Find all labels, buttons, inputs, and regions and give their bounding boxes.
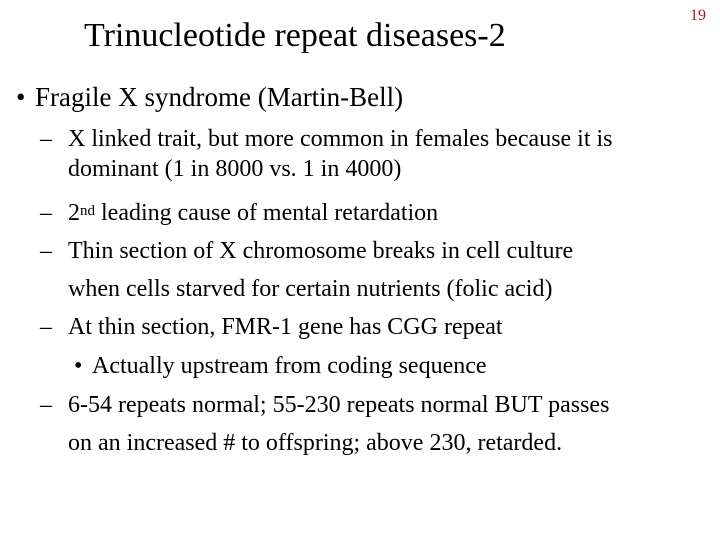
dash-marker: – — [40, 392, 52, 418]
sub-item-repeats-cont: on an increased # to offspring; above 230, retarded. — [68, 430, 563, 456]
sub-item-x-linked — [40, 124, 613, 154]
page-number: 19 — [690, 7, 706, 24]
sub-item-x-linked-cont: dominant (1 in 8000 vs. 1 in 4000) — [68, 156, 402, 182]
bullet-marker: • — [74, 353, 83, 379]
sub-item-second-leading — [40, 198, 438, 228]
dash-marker: – — [40, 314, 52, 340]
sub-item-text: X linked trait, but more common in females because it is — [68, 126, 613, 152]
sub-item-superscript: nd — [80, 203, 95, 219]
sub-item-text: Thin section of X chromosome breaks in cell culture — [68, 238, 574, 264]
sub-item-text: At thin section, FMR-1 gene has CGG repeat — [68, 314, 503, 340]
sub-item-text-post: leading cause of mental retardation — [95, 200, 439, 226]
slide-title: Trinucleotide repeat diseases-2 — [84, 17, 506, 54]
sub-item-text-pre: 2 — [68, 200, 80, 226]
dash-marker: – — [40, 238, 52, 264]
sub-sub-item-upstream — [74, 351, 487, 381]
bullet-fragile-x — [16, 82, 403, 112]
dash-marker: – — [40, 126, 52, 152]
sub-item-thin-section-cont: when cells starved for certain nutrients (folic acid) — [68, 276, 553, 302]
sub-item-repeats — [40, 390, 609, 420]
sub-item-text: 6-54 repeats normal; 55-230 repeats normal BUT passes — [68, 392, 610, 418]
bullet-marker: • — [16, 82, 26, 112]
bullet-text: Fragile X syndrome (Martin-Bell) — [35, 82, 404, 112]
sub-sub-item-text: Actually upstream from coding sequence — [92, 353, 487, 379]
dash-marker: – — [40, 200, 52, 226]
sub-item-fmr1 — [40, 312, 503, 342]
sub-item-thin-section — [40, 236, 573, 266]
